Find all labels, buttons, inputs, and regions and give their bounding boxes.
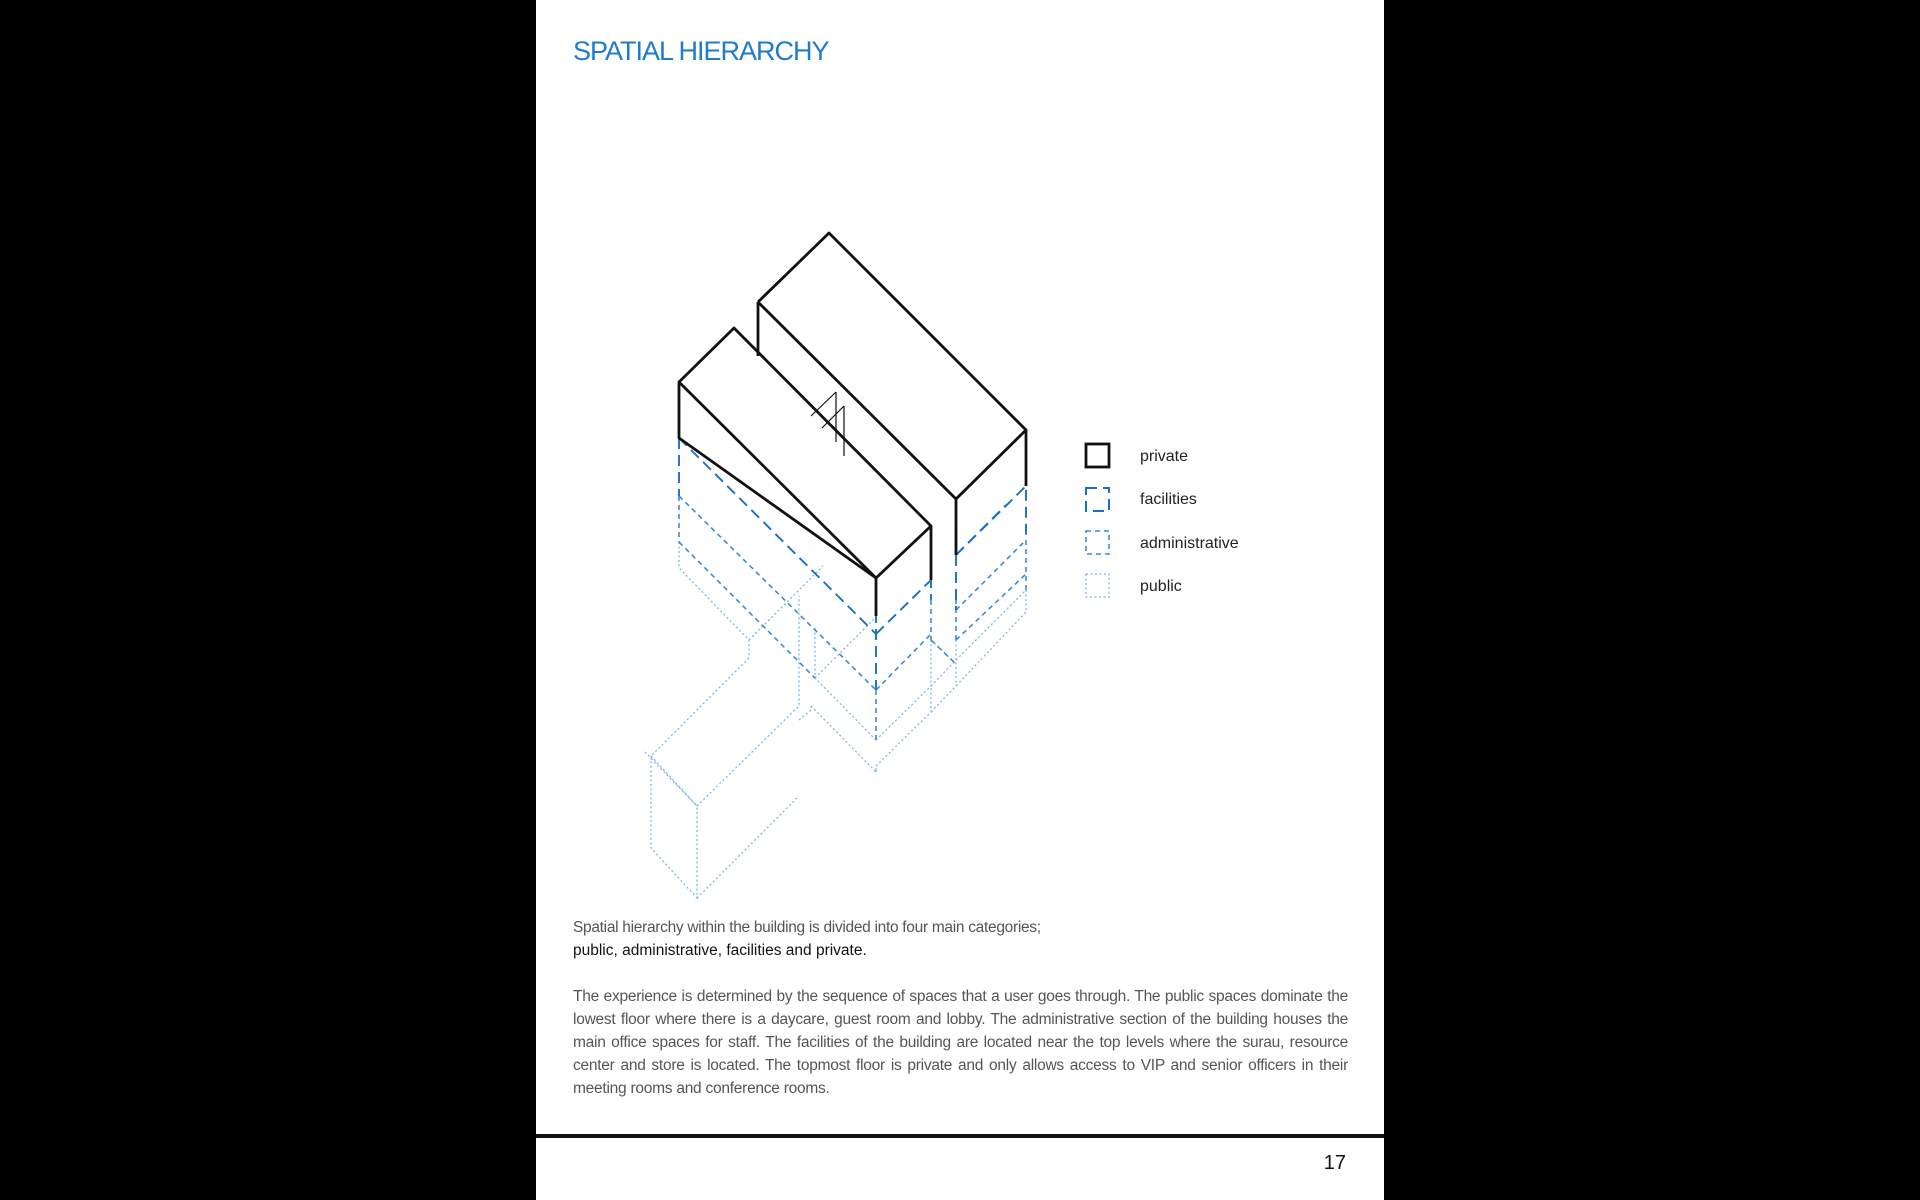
legend-label-facilities: facilities — [1140, 491, 1197, 508]
page-title: SPATIAL HIERARCHY — [573, 36, 829, 66]
legend-swatch-public — [1086, 574, 1109, 597]
legend-label-private: private — [1140, 448, 1189, 465]
public-zone — [643, 542, 1026, 898]
private-zone — [679, 233, 1026, 616]
intro-line-1: Spatial hierarchy within the building is divided into four main categories; — [573, 919, 1041, 936]
intro-paragraph — [573, 916, 1353, 962]
legend-item-administrative — [1086, 531, 1239, 554]
footer-divider — [536, 1134, 1384, 1138]
legend-item-public — [1086, 574, 1182, 597]
body-paragraph: The experience is determined by the sequence of spaces that a user goes through. The public spaces dominate the lowest floor where there is a daycare, guest room and lobby. The administrative section of the building houses the main office spaces for staff. The facilities of the building are located near the top levels where the surau, resource center and store is located. The topmost floor is private and only allows access to VIP and senior officers in their meeting rooms and conference rooms. — [573, 988, 1348, 1097]
legend-swatch-administrative — [1086, 531, 1109, 554]
page-number: 17 — [1323, 1152, 1346, 1174]
bridge-link — [811, 392, 844, 456]
intro-line-2: public, administrative, facilities and private. — [573, 942, 867, 959]
administrative-zone — [679, 496, 1026, 740]
spatial-hierarchy-diagram — [536, 0, 1384, 900]
document-page — [536, 0, 1384, 1200]
legend — [1086, 444, 1239, 597]
legend-label-public: public — [1140, 578, 1182, 595]
legend-item-private — [1086, 444, 1188, 467]
legend-swatch-facilities — [1086, 488, 1109, 511]
legend-label-administrative: administrative — [1140, 535, 1239, 552]
legend-item-facilities — [1086, 488, 1197, 511]
legend-swatch-private — [1086, 444, 1109, 467]
